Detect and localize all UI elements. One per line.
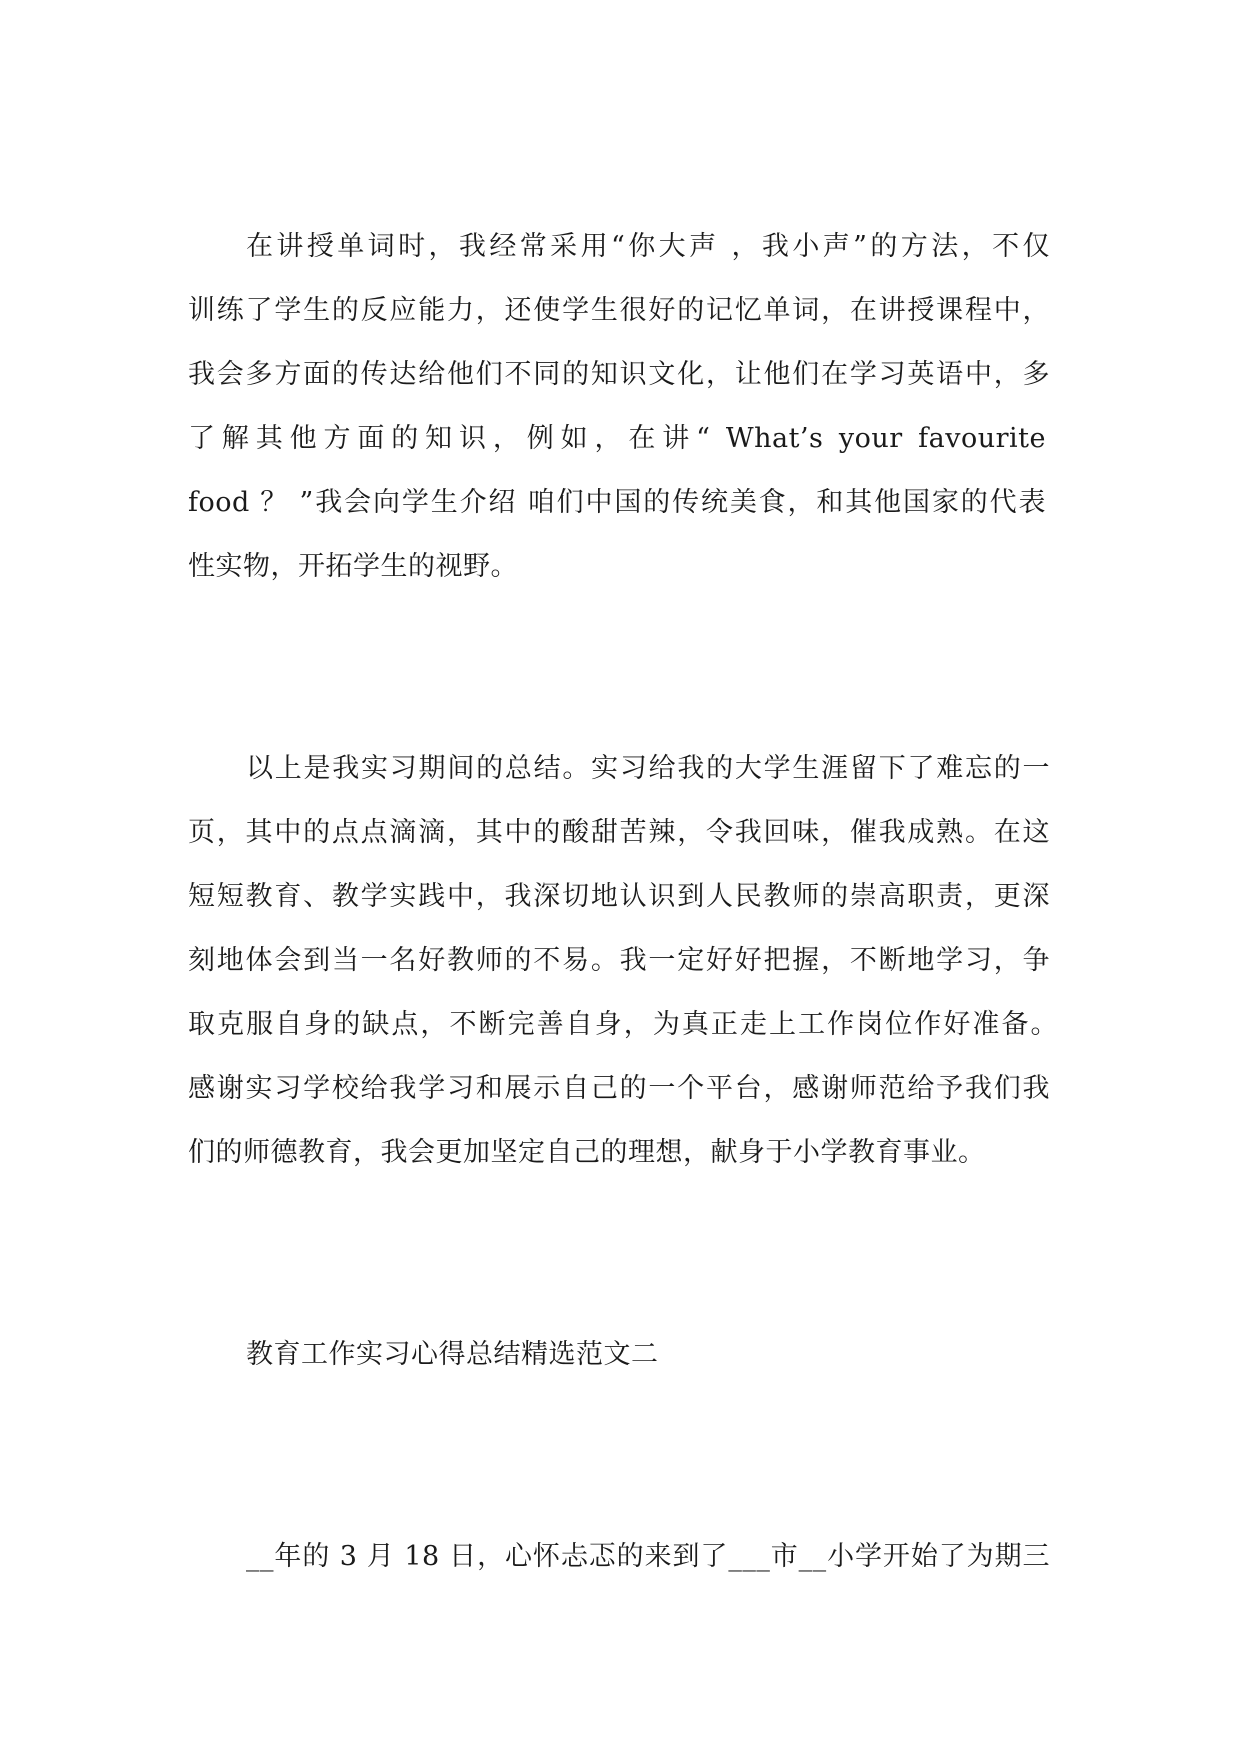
paragraph-1-line-4: 了解其他方面的知识，例如，在讲“ What’s your favourite [188, 423, 1046, 454]
paragraph-1-line-1: 在讲授单词时，我经常采用“你大声 ，我小声”的方法，不仅 [246, 231, 1050, 262]
paragraph-1-line-5: food ？ ”我会向学生介绍 咱们中国的传统美食，和其他国家的代表 [188, 487, 1046, 518]
section-heading: 教育工作实习心得总结精选范文二 [246, 1339, 659, 1370]
paragraph-2-line-1: 以上是我实习期间的总结。实习给我的大学生涯留下了难忘的一 [246, 753, 1050, 784]
paragraph-2-line-2: 页，其中的点点滴滴，其中的酸甜苦辣，令我回味，催我成熟。在这 [188, 817, 1050, 848]
paragraph-1-line-3: 我会多方面的传达给他们不同的知识文化，让他们在学习英语中，多 [188, 359, 1050, 390]
paragraph-2-line-5: 取克服自身的缺点，不断完善自身，为真正走上工作岗位作好准备。 [188, 1009, 1058, 1040]
paragraph-2-line-3: 短短教育、教学实践中，我深切地认识到人民教师的崇高职责，更深 [188, 881, 1050, 912]
paragraph-2-line-4: 刻地体会到当一名好教师的不易。我一定好好把握，不断地学习，争 [188, 945, 1050, 976]
paragraph-3-line-1: __年的 3 月 18 日，心怀忐忑的来到了___市__小学开始了为期三 [246, 1541, 1050, 1572]
paragraph-2-line-7: 们的师德教育，我会更加坚定自己的理想，献身于小学教育事业。 [188, 1137, 986, 1168]
paragraph-1-line-2: 训练了学生的反应能力，还使学生很好的记忆单词，在讲授课程中， [188, 295, 1050, 326]
paragraph-1-line-6: 性实物，开拓学生的视野。 [188, 551, 518, 582]
paragraph-2-line-6: 感谢实习学校给我学习和展示自己的一个平台，感谢师范给予我们我 [188, 1073, 1050, 1104]
